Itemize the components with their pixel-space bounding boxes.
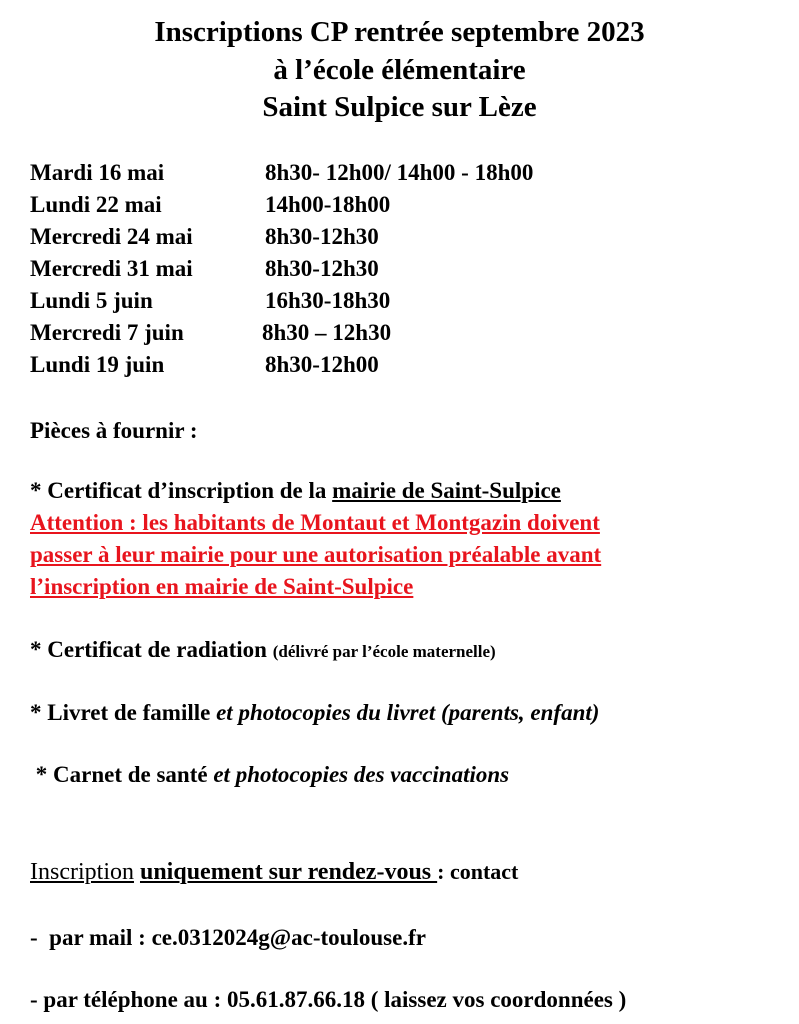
contact-mail: - par mail : ce.0312024g@ac-toulouse.fr: [30, 925, 426, 950]
schedule-day: Lundi 19 juin: [30, 352, 165, 377]
certificat-inscription-item: [30, 476, 561, 506]
radiation-note: (délivré par l’école maternelle): [272, 642, 496, 661]
title-line-2: à l’école élémentaire: [273, 54, 526, 86]
attention-line-2: passer à leur mairie pour une autorisation préalable avant: [30, 542, 602, 567]
livret-text: * Livret de famille: [30, 700, 217, 725]
radiation-text: * Certificat de radiation: [30, 637, 273, 662]
title-line-1: Inscriptions CP rentrée septembre 2023: [154, 16, 645, 48]
schedule-day: Mercredi 31 mai: [30, 256, 193, 281]
schedule-time: 8h30- 12h00/ 14h00 - 18h00: [265, 160, 534, 185]
livret-item: [30, 698, 599, 728]
attention-line-1: Attention : les habitants de Montaut et Montgazin doivent: [30, 510, 600, 535]
attention-line-3: l’inscription en mairie de Saint-Sulpice: [30, 574, 414, 599]
schedule-day: Lundi 22 mai: [30, 192, 162, 217]
documents-heading: Pièces à fournir :: [30, 418, 198, 443]
schedule-day: Mercredi 7 juin: [30, 320, 184, 345]
rendez-vous-emphasis: uniquement sur rendez-vous: [139, 859, 438, 885]
schedule-day: Lundi 5 juin: [30, 288, 153, 313]
carnet-text: * Carnet de santé: [30, 762, 214, 787]
contact-suffix: : contact: [437, 859, 519, 884]
contact-phone: - par téléphone au : 05.61.87.66.18 ( laissez vos coordonnées ): [30, 987, 627, 1012]
schedule-time: 8h30-12h00: [265, 352, 379, 377]
radiation-item: [30, 635, 496, 667]
schedule-time: 14h00-18h00: [265, 192, 391, 217]
schedule-day: Mercredi 24 mai: [30, 224, 193, 249]
contact-heading: [30, 857, 518, 887]
livret-note: et photocopies du livret (parents, enfant): [216, 700, 600, 725]
certificat-inscription-text: * Certificat d’inscription de la: [30, 478, 333, 503]
carnet-item: [30, 760, 509, 790]
mairie-link: mairie de Saint-Sulpice: [332, 478, 561, 503]
schedule-time: 8h30-12h30: [265, 224, 379, 249]
carnet-note: et photocopies des vaccinations: [213, 762, 510, 787]
schedule-time: 8h30 – 12h30: [262, 320, 392, 345]
title-line-3: Saint Sulpice sur Lèze: [262, 91, 537, 123]
schedule-time: 16h30-18h30: [265, 288, 391, 313]
schedule-day: Mardi 16 mai: [30, 160, 165, 185]
inscription-word: Inscription: [30, 859, 134, 885]
schedule-time: 8h30-12h30: [265, 256, 379, 281]
